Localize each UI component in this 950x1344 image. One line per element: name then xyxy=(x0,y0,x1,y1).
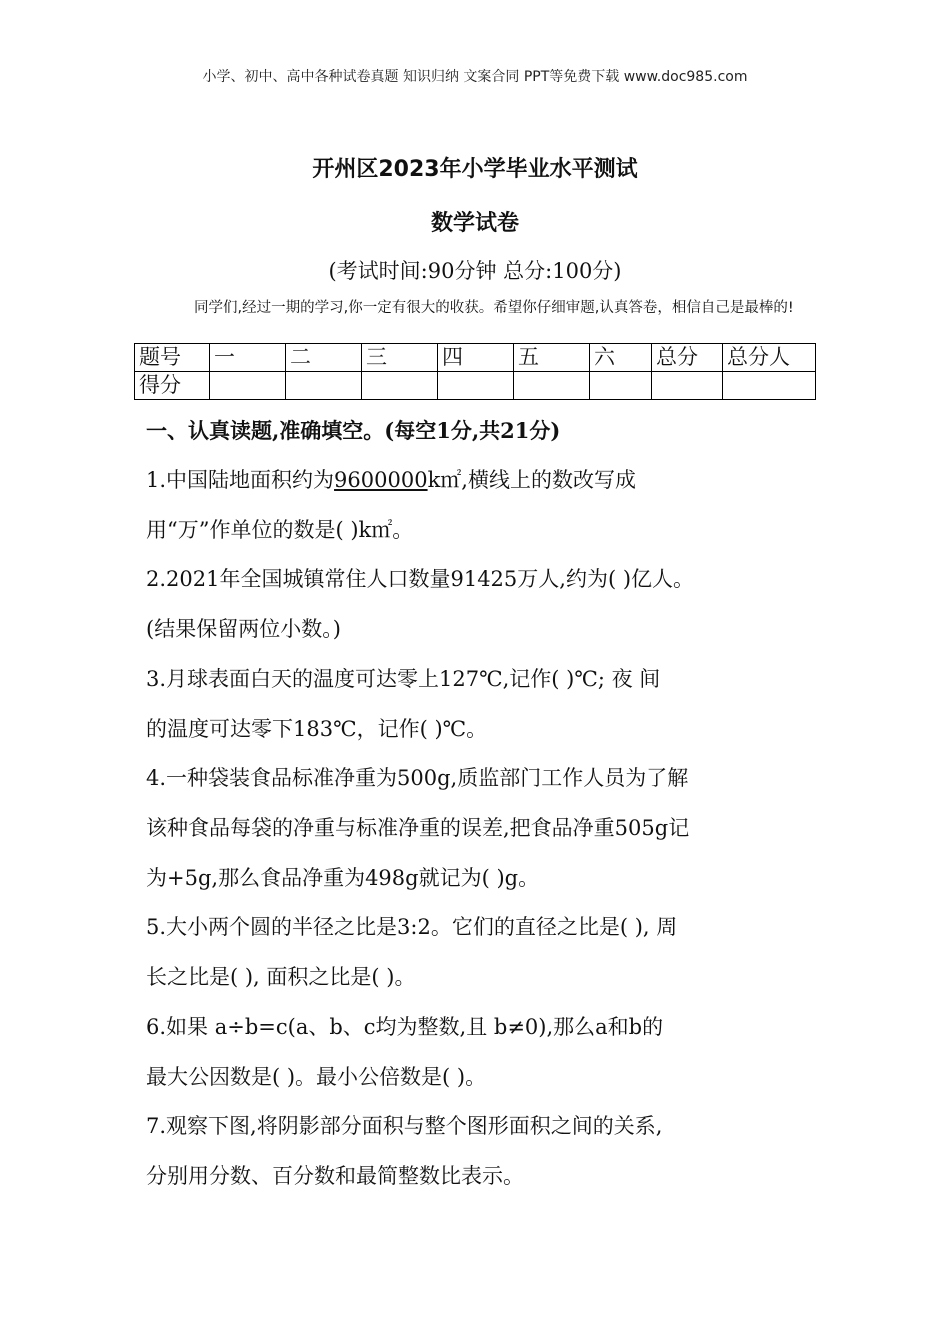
score-cell: 题号 xyxy=(135,344,210,372)
question-line: 的温度可达零下183℃，记作( )℃。 xyxy=(146,717,488,741)
question-1 xyxy=(146,455,814,555)
question-line xyxy=(146,455,814,505)
score-cell: 总分人 xyxy=(723,344,816,372)
score-input-cell[interactable] xyxy=(210,372,286,400)
score-input-cell[interactable] xyxy=(723,372,816,400)
score-cell: 二 xyxy=(286,344,362,372)
question-7 xyxy=(146,1101,814,1201)
underlined-number: 9600000 xyxy=(334,468,428,492)
score-input-cell[interactable] xyxy=(362,372,438,400)
score-table-score-row xyxy=(135,372,816,400)
score-input-cell[interactable] xyxy=(438,372,514,400)
score-input-cell[interactable] xyxy=(514,372,590,400)
question-line: 6.如果 a÷b=c(a、b、c均为整数,且 b≠0),那么a和b的 xyxy=(146,1015,664,1039)
question-line: 7.观察下图,将阴影部分面积与整个图形面积之间的关系, xyxy=(146,1114,663,1138)
question-6 xyxy=(146,1002,814,1102)
exam-info: (考试时间:90分钟 总分:100分) xyxy=(328,259,622,283)
question-3 xyxy=(146,654,814,754)
question-line: 用“万”作单位的数是( )k㎡。 xyxy=(146,518,414,542)
score-cell: 三 xyxy=(362,344,438,372)
question-line: 分别用分数、百分数和最简整数比表示。 xyxy=(146,1164,524,1188)
question-line: 3.月球表面白天的温度可达零上127℃,记作( )℃; 夜 间 xyxy=(146,667,661,691)
score-cell: 五 xyxy=(514,344,590,372)
exam-subtitle: 数学试卷 xyxy=(430,211,519,236)
score-cell: 一 xyxy=(210,344,286,372)
question-line: 为+5g,那么食品净重为498g就记为( )g。 xyxy=(146,866,540,890)
page-header: 小学、初中、高中各种试卷真题 知识归纳 文案合同 PPT等免费下载 www.doc985.com xyxy=(202,69,748,85)
question-line: 长之比是( ), 面积之比是( )。 xyxy=(146,965,416,989)
score-row-label: 得分 xyxy=(135,372,210,400)
question-5 xyxy=(146,902,814,1002)
score-input-cell[interactable] xyxy=(286,372,362,400)
question-4 xyxy=(146,753,814,903)
question-line: 该种食品每袋的净重与标准净重的误差,把食品净重505g记 xyxy=(146,816,690,840)
question-line: 5.大小两个圆的半径之比是3:2。它们的直径之比是( ), 周 xyxy=(146,915,678,939)
score-table xyxy=(134,343,816,400)
question-line: 4.一种袋装食品标准净重为500g,质监部门工作人员为了解 xyxy=(146,766,689,790)
score-input-cell[interactable] xyxy=(590,372,652,400)
exam-title: 开州区2023年小学毕业水平测试 xyxy=(312,157,638,182)
question-line: 2.2021年全国城镇常住人口数量91425万人,约为( )亿人。 xyxy=(146,567,695,591)
question-2 xyxy=(146,554,814,654)
question-text: k㎡,横线上的数改写成 xyxy=(427,468,636,492)
score-cell: 六 xyxy=(590,344,652,372)
score-table-header-row xyxy=(135,344,816,372)
question-text: 1.中国陆地面积约为 xyxy=(146,468,335,492)
greeting-text: 同学们,经过一期的学习,你一定有很大的收获。希望你仔细审题,认真答卷，相信自己是最棒的! xyxy=(194,300,794,316)
question-line: 最大公因数是( )。最小公倍数是( )。 xyxy=(146,1065,487,1089)
score-input-cell[interactable] xyxy=(652,372,723,400)
section-1-heading: 一、认真读题,准确填空。(每空1分,共21分) xyxy=(146,418,561,443)
score-cell: 总分 xyxy=(652,344,723,372)
score-cell: 四 xyxy=(438,344,514,372)
question-line: (结果保留两位小数。) xyxy=(146,617,341,641)
